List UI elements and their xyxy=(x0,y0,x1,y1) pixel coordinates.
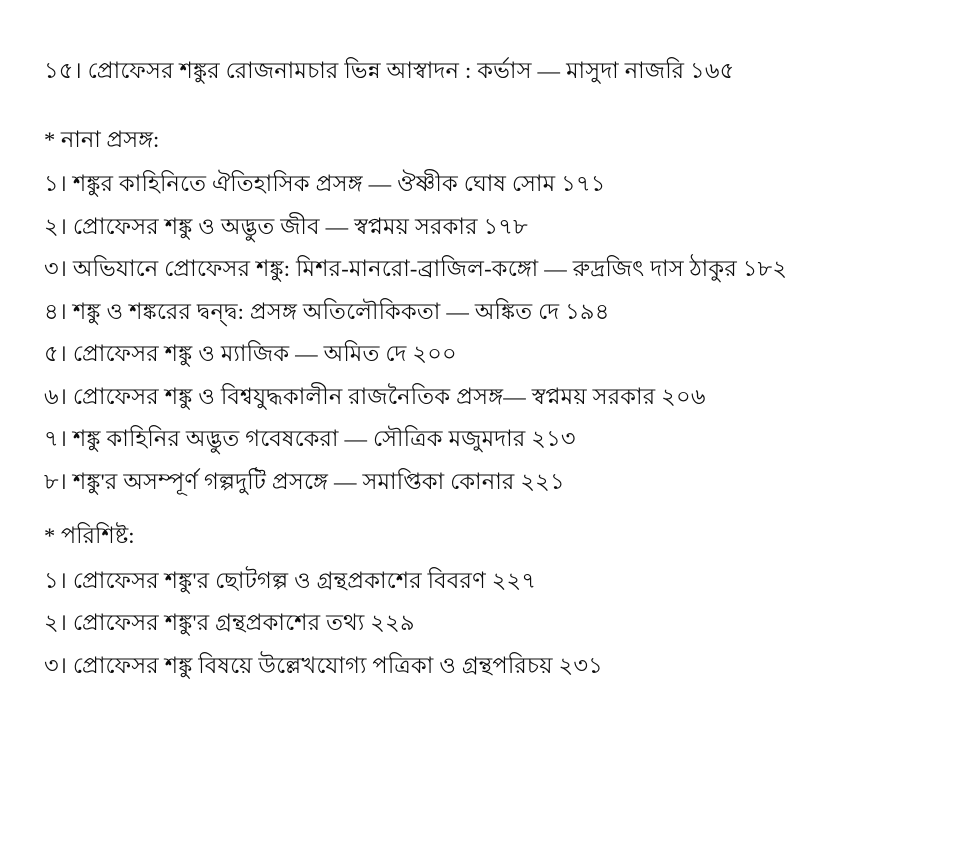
toc-entry: ৭। শঙ্কু কাহিনির অদ্ভুত গবেষকেরা — সৌত্রিক মজুমদার ২১৩ xyxy=(44,426,576,451)
toc-section-nana-prosongo xyxy=(44,126,918,494)
toc-entry: ৫। প্রোফেসর শঙ্কু ও ম্যাজিক — অমিত দে ২০০ xyxy=(44,341,457,366)
toc-entry: ১। প্রোফেসর শঙ্কু'র ছোটগল্প ও গ্রন্থপ্রকাশের বিবরণ ২২৭ xyxy=(44,567,537,593)
toc-entry: ৪। শঙ্কু ও শঙ্করের দ্বন্দ্ব: প্রসঙ্গ অতিলৌকিকতা — অঙ্কিত দে ১৯৪ xyxy=(44,298,610,324)
toc-entry: ৩। প্রোফেসর শঙ্কু বিষয়ে উল্লেখযোগ্য পত্রিকা ও গ্রন্থপরিচয় ২৩১ xyxy=(44,652,603,678)
toc-entry: ২। প্রোফেসর শঙ্কু ও অদ্ভুত জীব — স্বপ্নময় সরকার ১৭৮ xyxy=(44,213,528,239)
toc-entry: ৩। অভিযানে প্রোফেসর শঙ্কু: মিশর-মানরো-ব্রাজিল-কঙ্গো — রুদ্রজিৎ দাস ঠাকুর ১৮২ xyxy=(44,256,788,281)
toc-entry: ৬। প্রোফেসর শঙ্কু ও বিশ্বযুদ্ধকালীন রাজনৈতিক প্রসঙ্গ— স্বপ্নময় সরকার ২০৬ xyxy=(44,383,706,409)
section-heading: * নানা প্রসঙ্গ: xyxy=(44,126,160,152)
toc-entry: ২। প্রোফেসর শঙ্কু'র গ্রন্থপ্রকাশের তথ্য ২২৯ xyxy=(44,610,415,635)
toc-entry: ১। শঙ্কুর কাহিনিতে ঐতিহাসিক প্রসঙ্গ — ঔষ্ণীক ঘোষ সোম ১৭১ xyxy=(44,171,606,196)
toc-entry: ৮। শঙ্কু'র অসম্পূর্ণ গল্পদুটি প্রসঙ্গে — সমাপ্তিকা কোনার ২২১ xyxy=(44,468,565,494)
toc-section-porishisto xyxy=(44,525,918,677)
toc-entry-top: ১৫। প্রোফেসর শঙ্কুর রোজনামচার ভিন্ন আস্বাদন : কর্ভাস — মাসুদা নাজরি ১৬৫ xyxy=(44,58,735,83)
section-heading: * পরিশিষ্ট: xyxy=(44,523,135,548)
